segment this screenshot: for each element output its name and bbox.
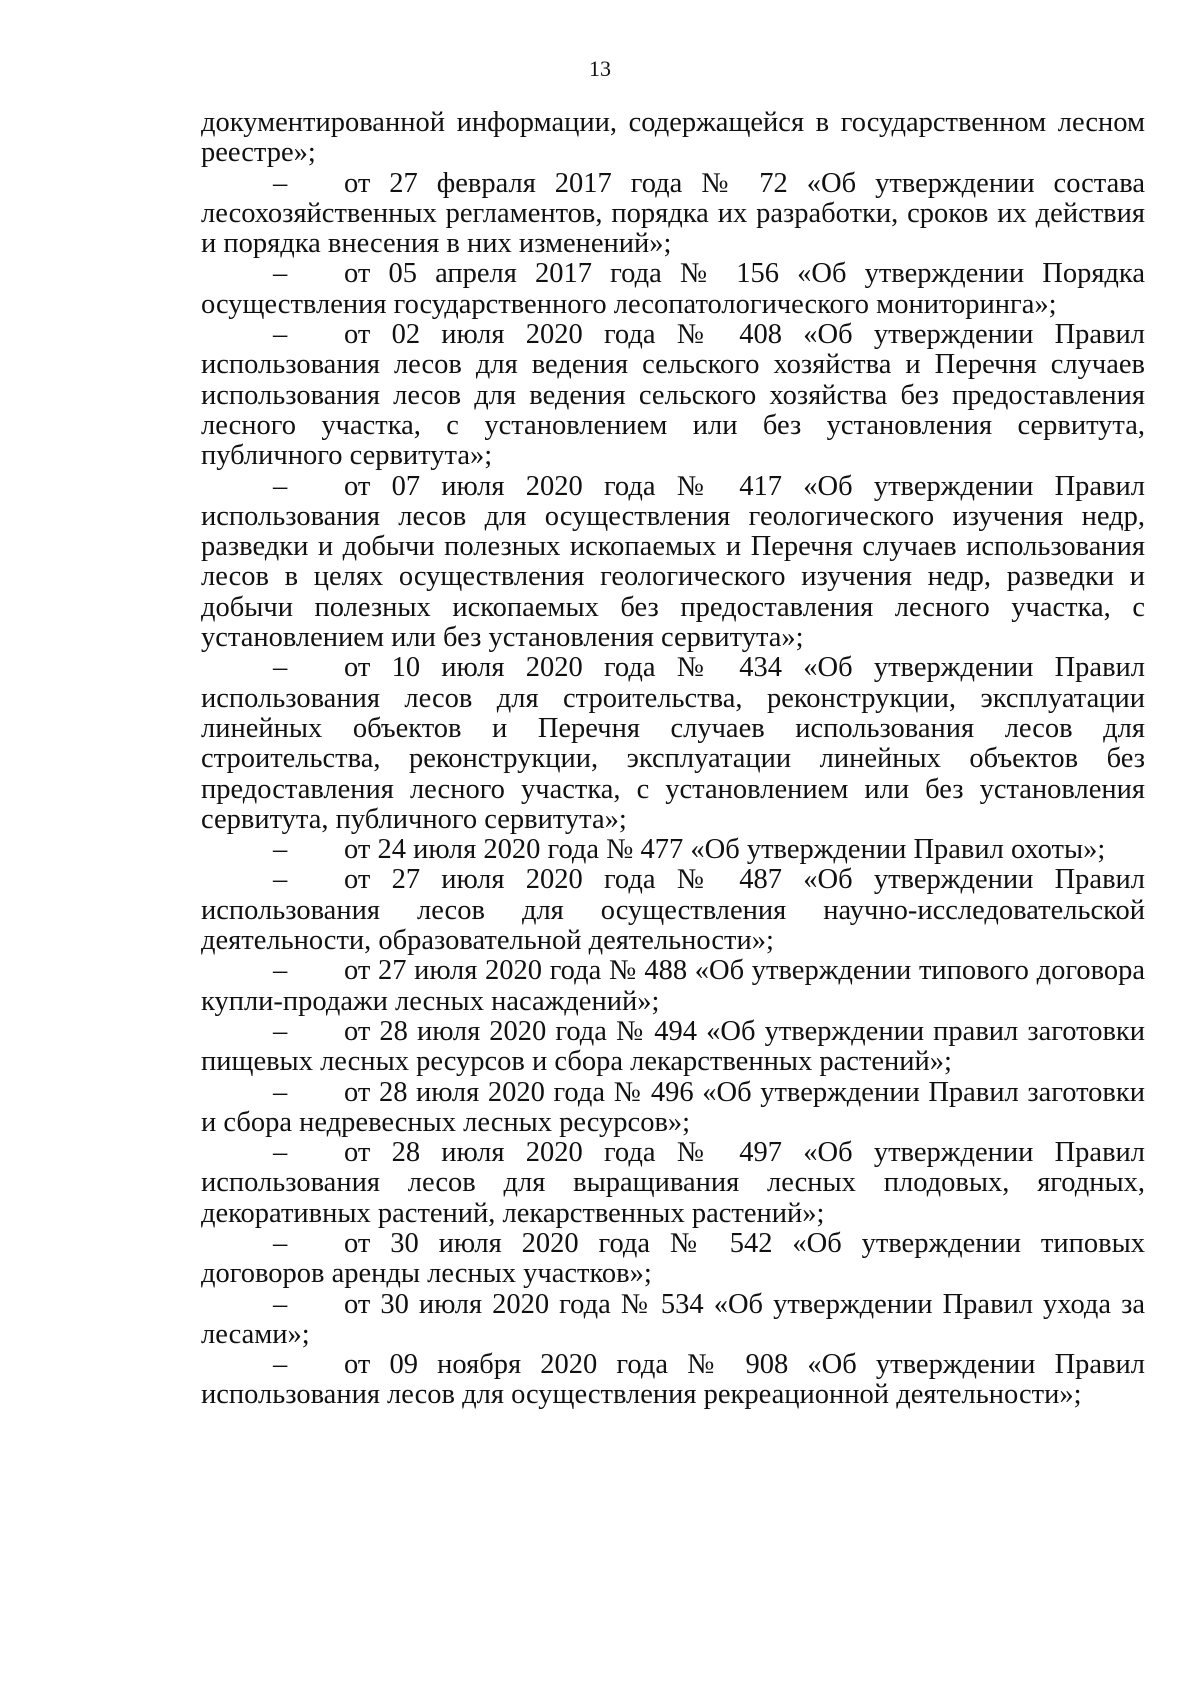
list-item-text: от 07 июля 2020 года № 417 «Об утверждении Правил использования лесов для осуществления геологического изучения недр, разведки и добычи полезных ископаемых и Перечня случаев использования лесов в целях осуществления геологического изучения недр, разведки и добычи полезных ископаемых без предоставления лесного участка, с установлением или без установления сервитута»; <box>201 470 1145 654</box>
list-item <box>201 865 1145 956</box>
dash-marker: – <box>273 1015 288 1047</box>
dash-marker: – <box>273 955 288 987</box>
intro-paragraph: документированной информации, содержащейся в государственном лесном реестре»; <box>201 107 1145 169</box>
list-item-text: от 02 июля 2020 года № 408 «Об утверждении Правил использования лесов для ведения сельского хозяйства и Перечня случаев использования лесов для ведения сельского хозяйства без предоставления лесного участка, с установлением или без установления сервитута, публичного сервитута»; <box>201 319 1145 472</box>
list-item <box>201 956 1145 1017</box>
list-item-text: от 24 июля 2020 года № 477 «Об утверждении Правил охоты»; <box>344 834 1106 866</box>
list-item-text: от 10 июля 2020 года № 434 «Об утверждении Правил использования лесов для строительства, реконструкции, эксплуатации линейных объектов и Перечня случаев использования лесов для строительства, реконструкции, эксплуатации линейных объектов без предоставления лесного участка, с установлением или без установления сервитута, публичного сервитута»; <box>201 652 1145 835</box>
list-item-text: от 28 июля 2020 года № 496 «Об утверждении Правил заготовки и сбора недревесных лесных ресурсов»; <box>201 1076 1145 1138</box>
list-item <box>201 259 1145 320</box>
list-item <box>201 472 1145 654</box>
list-item <box>201 1078 1145 1139</box>
list-item <box>201 169 1145 260</box>
list-item-text: от 27 февраля 2017 года № 72 «Об утверждении состава лесохозяйственных регламентов, порядка их разработки, сроков их действия и порядка внесения в них изменений»; <box>201 167 1145 260</box>
list-item <box>201 1290 1145 1351</box>
list-item-text: от 09 ноября 2020 года № 908 «Об утверждении Правил использования лесов для осуществления рекреационной деятельности»; <box>201 1349 1145 1411</box>
list-item <box>201 835 1145 865</box>
list-item <box>201 1017 1145 1078</box>
list-item <box>201 1350 1145 1411</box>
list-item-text: от 27 июля 2020 года № 487 «Об утверждении Правил использования лесов для осуществления научно-исследовательской деятельности, образовательной деятельности»; <box>201 864 1145 957</box>
list-item-text: от 30 июля 2020 года № 534 «Об утверждении Правил ухода за лесами»; <box>201 1288 1145 1350</box>
dash-marker: – <box>273 1076 288 1108</box>
list-item-text: от 28 июля 2020 года № 497 «Об утверждении Правил использования лесов для выращивания лесных плодовых, ягодных, декоративных растений, лекарственных растений»; <box>201 1137 1145 1229</box>
dash-marker: – <box>273 834 288 866</box>
dash-marker: – <box>273 1227 288 1259</box>
list-item <box>201 1138 1145 1229</box>
dash-marker: – <box>273 319 288 351</box>
dash-marker: – <box>273 1349 288 1381</box>
dash-marker: – <box>273 258 288 290</box>
page-number: 13 <box>589 56 611 81</box>
list-item <box>201 1229 1145 1290</box>
document-body <box>201 108 1145 1411</box>
dash-marker: – <box>273 470 288 502</box>
list-item-text: от 27 июля 2020 года № 488 «Об утверждении типового договора купли-продажи лесных насаждений»; <box>201 955 1145 1017</box>
dash-marker: – <box>273 1288 288 1320</box>
dash-marker: – <box>273 652 288 684</box>
list-item-text: от 30 июля 2020 года № 542 «Об утверждении типовых договоров аренды лесных участков»; <box>201 1227 1145 1290</box>
dash-marker: – <box>273 1137 288 1169</box>
dash-marker: – <box>273 864 288 896</box>
list-item <box>201 653 1145 835</box>
dash-marker: – <box>273 167 288 199</box>
list-item <box>201 320 1145 471</box>
list-item-text: от 28 июля 2020 года № 494 «Об утверждении правил заготовки пищевых лесных ресурсов и сбора лекарственных растений»; <box>201 1015 1145 1078</box>
list-item-text: от 05 апреля 2017 года № 156 «Об утверждении Порядка осуществления государственного лесопатологического мониторинга»; <box>201 258 1145 320</box>
